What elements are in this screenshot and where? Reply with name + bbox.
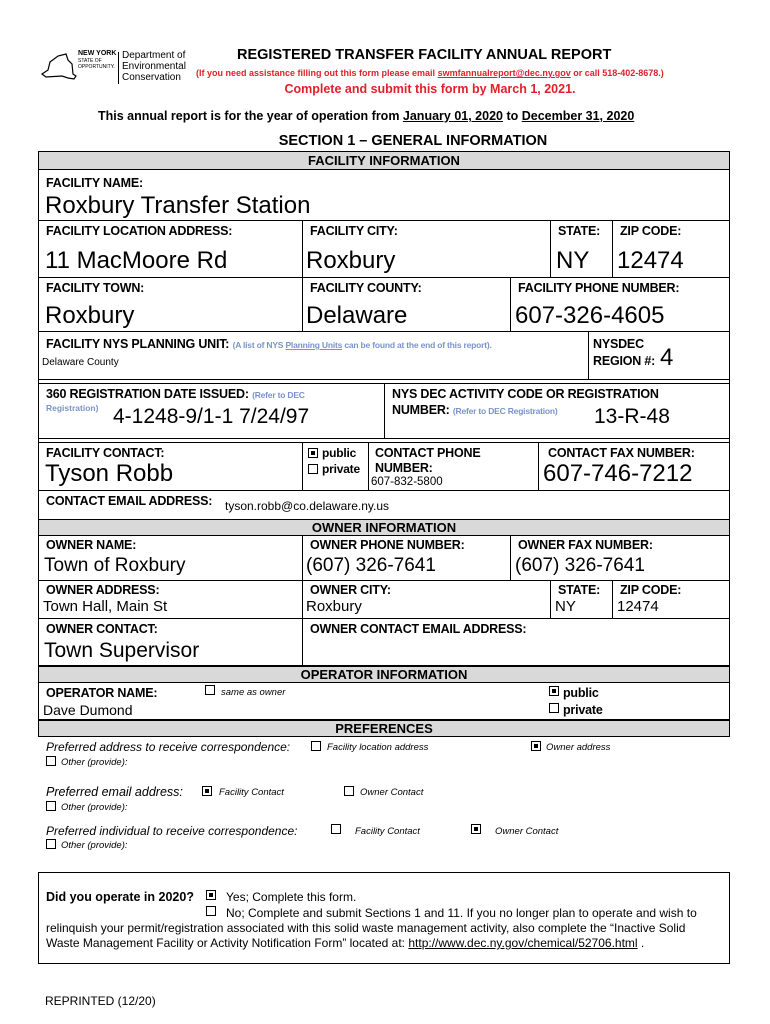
- ny-state-map-icon: [38, 52, 78, 82]
- pref-individual-owner-checkbox[interactable]: [471, 824, 481, 834]
- owner-zip-field[interactable]: 12474: [617, 598, 659, 615]
- region-label-1: NYSDEC: [593, 337, 644, 351]
- preferences-bar: PREFERENCES: [39, 721, 729, 736]
- footer-reprinted: REPRINTED (12/20): [45, 994, 156, 1008]
- year-mid: to: [502, 109, 522, 123]
- year-to: December 31, 2020: [521, 109, 635, 123]
- activity-label-1: NYS DEC ACTIVITY CODE OR REGISTRATION: [392, 387, 659, 401]
- pref-individual-question: Preferred individual to receive correspondence:: [46, 824, 298, 838]
- owner-name-field[interactable]: Town of Roxbury: [44, 555, 186, 576]
- facility-bar: FACILITY INFORMATION: [39, 152, 729, 169]
- pref-email-question: Preferred email address:: [46, 785, 183, 799]
- facility-state-field[interactable]: NY: [556, 247, 590, 274]
- operate-no-line-2: relinquish your permit/registration associated with this solid waste management activity, also complete the “Inactive Solid: [46, 921, 686, 935]
- logo-dept1: Department of: [122, 50, 186, 61]
- facility-address-label: FACILITY LOCATION ADDRESS:: [46, 224, 233, 238]
- facility-zip-field[interactable]: 12474: [617, 247, 684, 274]
- operate-no-line-3-post: .: [637, 936, 645, 950]
- assist-email-link[interactable]: swmfannualreport@dec.ny.gov: [437, 68, 571, 78]
- facility-zip-label: ZIP CODE:: [620, 224, 682, 238]
- pref-email-other-label: Other (provide):: [61, 802, 128, 813]
- pref-individual-owner-label: Owner Contact: [495, 826, 559, 837]
- operator-public-label: public: [563, 686, 599, 700]
- pref-email-owner-checkbox[interactable]: [344, 786, 354, 796]
- owner-zip-label: ZIP CODE:: [620, 583, 682, 597]
- facility-county-label: FACILITY COUNTY:: [310, 281, 422, 295]
- region-label-2: REGION #:: [593, 354, 656, 368]
- operate-yes-checkbox[interactable]: [206, 890, 216, 900]
- logo-opp: OPPORTUNITY.: [78, 64, 115, 70]
- facility-town-label: FACILITY TOWN:: [46, 281, 145, 295]
- pref-individual-facility-label: Facility Contact: [355, 826, 420, 837]
- owner-bar: OWNER INFORMATION: [39, 520, 729, 535]
- assist-post: or call 518-402-8678.): [570, 68, 664, 78]
- owner-phone-label: OWNER PHONE NUMBER:: [310, 538, 465, 552]
- planning-unit-field[interactable]: Delaware County: [42, 357, 119, 368]
- facility-town-field[interactable]: Roxbury: [45, 302, 135, 329]
- facility-contact-label: FACILITY CONTACT:: [46, 446, 165, 460]
- operator-private-label: private: [563, 703, 603, 717]
- logo-state: STATE OF: [78, 58, 102, 64]
- facility-phone-label: FACILITY PHONE NUMBER:: [518, 281, 680, 295]
- owner-phone-field[interactable]: (607) 326-7641: [306, 555, 436, 576]
- operate-no-line-1: No; Complete and submit Sections 1 and 11. If you no longer plan to operate and wish to: [226, 906, 697, 920]
- pref-address-owner-label: Owner address: [546, 742, 611, 753]
- contact-public-checkbox[interactable]: [308, 448, 318, 458]
- planning-note-pre: (A list of NYS: [232, 340, 286, 350]
- operator-bar: OPERATOR INFORMATION: [39, 667, 729, 682]
- operate-no-line-3: Waste Management Facility or Activity Notification Form” located at:: [46, 936, 409, 950]
- operator-public-checkbox[interactable]: [549, 686, 559, 696]
- logo-ny: NEW YORK: [78, 50, 117, 57]
- inactive-form-link[interactable]: http://www.dec.ny.gov/chemical/52706.html: [408, 936, 638, 950]
- owner-contact-label: OWNER CONTACT:: [46, 622, 158, 636]
- contact-email-field[interactable]: tyson.robb@co.delaware.ny.us: [225, 499, 390, 513]
- planning-unit-label: FACILITY NYS PLANNING UNIT:: [46, 337, 230, 351]
- contact-fax-field[interactable]: 607-746-7212: [543, 460, 693, 487]
- pref-address-other-checkbox[interactable]: [46, 756, 56, 766]
- reg-date-label: 360 REGISTRATION DATE ISSUED:: [46, 387, 249, 401]
- pref-individual-other-label: Other (provide):: [61, 840, 128, 851]
- contact-email-label: CONTACT EMAIL ADDRESS:: [46, 494, 213, 508]
- year-pre: This annual report is for the year of operation from: [98, 109, 403, 123]
- owner-address-field[interactable]: Town Hall, Main St: [43, 598, 168, 615]
- preferences-header-box: [38, 720, 730, 737]
- pref-individual-other-checkbox[interactable]: [46, 839, 56, 849]
- contact-private-checkbox[interactable]: [308, 464, 318, 474]
- contact-phone-label-2: NUMBER:: [375, 461, 433, 475]
- activity-label-2: NUMBER:: [392, 403, 450, 417]
- operate-question: Did you operate in 2020?: [46, 890, 194, 904]
- owner-city-label: OWNER CITY:: [310, 583, 391, 597]
- pref-address-other-label: Other (provide):: [61, 757, 128, 768]
- logo-dept3: Conservation: [122, 72, 181, 83]
- owner-contact-field[interactable]: Town Supervisor: [44, 639, 200, 662]
- owner-email-label: OWNER CONTACT EMAIL ADDRESS:: [310, 622, 527, 636]
- contact-phone-field[interactable]: 607-832-5800: [371, 476, 443, 488]
- operator-private-checkbox[interactable]: [549, 703, 559, 713]
- contact-fax-label: CONTACT FAX NUMBER:: [548, 446, 695, 460]
- operator-name-field[interactable]: Dave Dumond: [43, 702, 133, 718]
- pref-address-owner-checkbox[interactable]: [531, 741, 541, 751]
- facility-phone-field[interactable]: 607-326-4605: [515, 302, 665, 329]
- activity-note: (Refer to DEC Registration): [452, 406, 558, 416]
- region-field[interactable]: 4: [660, 344, 674, 371]
- operator-name-label: OPERATOR NAME:: [46, 686, 158, 700]
- planning-note-post: can be found at the end of this report).: [342, 340, 492, 350]
- owner-fax-label: OWNER FAX NUMBER:: [518, 538, 653, 552]
- facility-state-label: STATE:: [558, 224, 601, 238]
- pref-address-facility-label: Facility location address: [327, 742, 429, 753]
- deadline: Complete and submit this form by March 1, 2021.: [284, 82, 576, 96]
- contact-public-label: public: [322, 446, 357, 460]
- page-title: REGISTERED TRANSFER FACILITY ANNUAL REPORT: [237, 47, 612, 63]
- owner-address-label: OWNER ADDRESS:: [46, 583, 160, 597]
- reg-date-note-2: Registration): [46, 403, 99, 413]
- reg-date-note-1: (Refer to DEC: [252, 390, 305, 400]
- contact-phone-label-1: CONTACT PHONE: [375, 446, 481, 460]
- pref-email-facility-checkbox[interactable]: [202, 786, 212, 796]
- operate-no-checkbox[interactable]: [206, 906, 216, 916]
- pref-address-facility-checkbox[interactable]: [311, 741, 321, 751]
- owner-name-label: OWNER NAME:: [46, 538, 137, 552]
- assist-pre: (If you need assistance filling out this form please email: [196, 68, 438, 78]
- owner-email-field[interactable]: [310, 640, 720, 660]
- pref-email-facility-label: Facility Contact: [219, 787, 284, 798]
- reg-date-field[interactable]: 4-1248-9/1-1 7/24/97: [113, 405, 310, 428]
- pref-address-question: Preferred address to receive correspondence:: [46, 740, 291, 754]
- owner-state-label: STATE:: [558, 583, 601, 597]
- facility-city-field[interactable]: Roxbury: [306, 247, 396, 274]
- owner-fax-field[interactable]: (607) 326-7641: [515, 555, 645, 576]
- owner-state-field[interactable]: NY: [555, 598, 576, 615]
- facility-name-label: FACILITY NAME:: [46, 176, 143, 190]
- pref-email-owner-label: Owner Contact: [360, 787, 424, 798]
- logo-dept2: Environmental: [122, 61, 186, 72]
- same-as-owner-label: same as owner: [221, 687, 286, 698]
- pref-individual-facility-checkbox[interactable]: [331, 824, 341, 834]
- facility-name-field[interactable]: Roxbury Transfer Station: [45, 192, 311, 219]
- planning-units-link[interactable]: Planning Units: [285, 340, 343, 350]
- facility-county-field[interactable]: Delaware: [306, 302, 408, 329]
- activity-code-field[interactable]: 13-R-48: [594, 405, 670, 428]
- facility-contact-field[interactable]: Tyson Robb: [45, 460, 174, 487]
- same-as-owner-checkbox[interactable]: [205, 685, 215, 695]
- contact-private-label: private: [322, 462, 360, 476]
- pref-email-other-checkbox[interactable]: [46, 801, 56, 811]
- section-title: SECTION 1 – GENERAL INFORMATION: [278, 133, 548, 149]
- owner-city-field[interactable]: Roxbury: [306, 598, 362, 615]
- facility-address-field[interactable]: 11 MacMoore Rd: [45, 247, 228, 274]
- operate-yes-label: Yes; Complete this form.: [226, 890, 357, 904]
- facility-city-label: FACILITY CITY:: [310, 224, 398, 238]
- year-from: January 01, 2020: [402, 109, 503, 123]
